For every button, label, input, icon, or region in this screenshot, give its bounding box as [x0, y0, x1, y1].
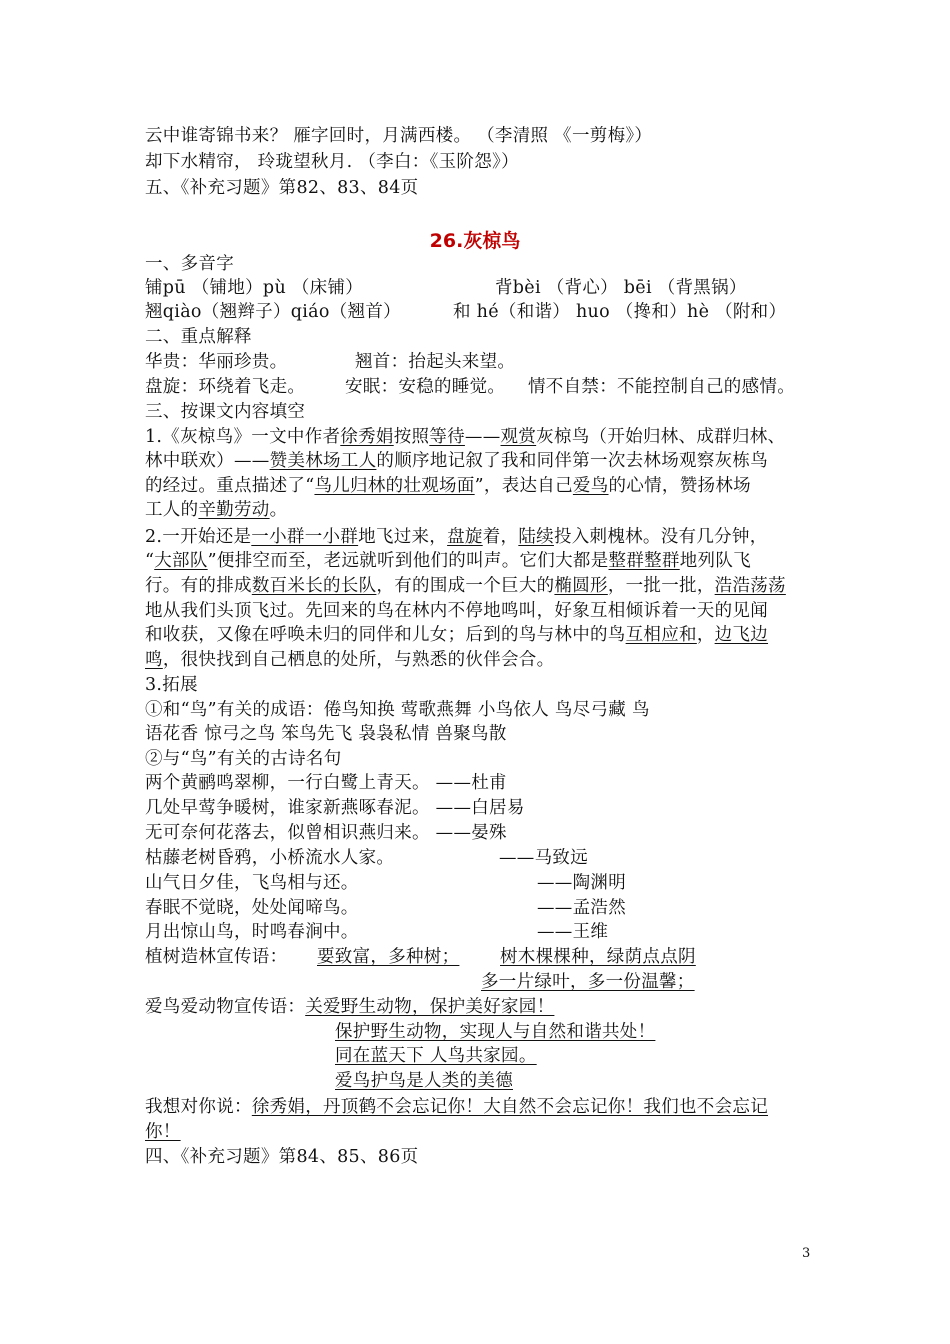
poem-line: 几处早莺争暖树，谁家新燕啄春泥。 ——白居易	[145, 798, 525, 818]
fill-line: 和收获，又像在呼唤未归的同伴和儿女；后到的鸟与林中的鸟互相应和，边飞边	[145, 625, 769, 645]
poem-line: 山气日夕佳，飞鸟相与还。 ——陶渊明	[145, 873, 626, 893]
poem-line: 无可奈何花落去，似曾相识燕归来。 ——晏殊	[145, 823, 507, 843]
definition: 翘首：抬起头来望。	[355, 352, 516, 372]
subsection-heading: ②与“鸟”有关的古诗名句	[145, 749, 342, 769]
message-line	[145, 1120, 825, 1144]
slogan: 同在蓝天下 人鸟共家园。	[335, 1046, 537, 1066]
answer: 椭圆形	[554, 576, 608, 596]
answer: 大部队	[154, 551, 208, 571]
slogan: 多一片绿叶，多一份温馨；	[481, 972, 695, 992]
fill-line: 地从我们头顶飞过。先回来的鸟在林内不停地鸣叫，好象互相倾诉着一天的见闻	[145, 601, 768, 621]
fill-line: 鸣，很快找到自己栖息的处所，与熟悉的伙伴会合。	[145, 650, 555, 670]
answer: 盘旋	[447, 527, 483, 547]
answer: 浩浩荡荡	[714, 576, 786, 596]
poem-author: ——孟浩然	[537, 898, 626, 918]
answer: 边飞边	[714, 625, 769, 645]
slogan-line	[145, 995, 825, 1019]
poem-author: ——陶渊明	[537, 873, 626, 893]
idiom-line: 语花香 惊弓之鸟 笨鸟先飞 袅袅私情 兽聚鸟散	[145, 724, 507, 744]
poem-line: 枯藤老树昏鸦，小桥流水人家。 ——马致远	[145, 848, 588, 868]
slogan: 关爱野生动物，保护美好家园！	[305, 997, 555, 1017]
definition: 情不自禁：不能控制自己的感情。	[528, 377, 795, 397]
definition-row	[145, 375, 825, 399]
answer: 爱鸟	[572, 476, 609, 496]
answer: 鸣	[145, 650, 163, 670]
slogan-line	[145, 945, 825, 969]
answer: 鸟儿归林的壮观场面	[314, 476, 475, 496]
fill-line: 2.一开始还是一小群一小群地飞过来，盘旋着，陆续投入刺槐林。没有几分钟，	[145, 527, 768, 547]
message: 你！	[145, 1122, 181, 1142]
subsection-heading: 3.拓展	[145, 675, 198, 695]
poem-line: 两个黄鹂鸣翠柳，一行白鹭上青天。 ——杜甫	[145, 773, 507, 793]
fill-line: 林中联欢）——赞美林场工人的顺序地记叙了我和同伴第一次去林场观察灰栋鸟	[145, 451, 769, 471]
slogan-label: 植树造林宣传语：	[145, 947, 288, 967]
section-heading: 三、按课文内容填空	[145, 402, 306, 422]
exercise-line: 五、《补充习题》第82、83、84页	[145, 178, 419, 198]
polyphone-qiao: 翘qiào（翘辫子）qiáo（翘首）	[145, 302, 401, 322]
poem-author: ——王维	[537, 922, 609, 942]
polyphone-pu: 铺pū （铺地）pù （床铺）	[145, 278, 364, 298]
answer: 辛勤劳动	[198, 500, 270, 520]
poem-author: ——马致远	[499, 848, 588, 868]
fill-line: 工人的辛勤劳动。	[145, 500, 288, 520]
polyphone-row	[145, 300, 825, 324]
fill-line: 1.《灰椋鸟》一文中作者徐秀娟按照等待——观赏灰椋鸟（开始归林、成群归林、	[145, 427, 786, 447]
poem-line: 云中谁寄锦书来？ 雁字回时，月满西楼。 （李清照 《一剪梅》）	[145, 126, 653, 146]
slogan: 要致富，多种树；	[317, 947, 460, 967]
answer: 数百米长的长队	[251, 576, 377, 596]
answer: 观赏	[500, 427, 537, 447]
polyphone-row	[145, 276, 825, 300]
polyphone-he: 和 hé（和谐） huo （搀和）hè （附和）	[453, 302, 787, 322]
definition: 盘旋：环绕着飞走。	[145, 377, 306, 397]
fill-line: 的经过。重点描述了“鸟儿归林的壮观场面”，表达自己爱鸟的心情，赞扬林场	[145, 476, 751, 496]
poem-line: 春眠不觉晓，处处闻啼鸟。 ——孟浩然	[145, 898, 626, 918]
answer: 陆续	[518, 527, 554, 547]
message-label: 我想对你说：	[145, 1097, 252, 1117]
answer: 等待	[429, 427, 465, 447]
answer: 互相应和	[625, 625, 697, 645]
answer: 一小群一小群	[251, 527, 359, 547]
lesson-title: 26.灰椋鸟	[429, 230, 521, 252]
definition-row	[145, 350, 825, 374]
slogan: 树木棵棵种，绿荫点点阴	[500, 947, 696, 967]
answer: 整群整群	[608, 551, 680, 571]
definition: 华贵：华丽珍贵。	[145, 352, 288, 372]
section-heading: 四、《补充习题》第84、85、86页	[145, 1147, 419, 1167]
fill-line: “大部队”便排空而至，老远就听到他们的叫声。它们大都是整群整群地列队飞	[145, 551, 751, 571]
answer: 赞美林场工人	[269, 451, 377, 471]
poem-line: 月出惊山鸟，时鸣春涧中。 ——王维	[145, 922, 609, 942]
slogan-label: 爱鸟爱动物宣传语：	[145, 997, 306, 1017]
poem-line: 却下水精帘， 玲珑望秋月. （李白：《玉阶怨》）	[145, 152, 519, 172]
idiom-line: ①和“鸟”有关的成语：倦鸟知换 莺歌燕舞 小鸟依人 鸟尽弓藏 鸟	[145, 700, 650, 720]
fill-line: 行。有的排成数百米长的长队，有的围成一个巨大的椭圆形，一批一批，浩浩荡荡	[145, 576, 786, 596]
answer: 徐秀娟	[340, 427, 394, 447]
page-number: 3	[802, 1246, 811, 1261]
slogan: 保护野生动物，实现人与自然和谐共处！	[335, 1022, 656, 1042]
polyphone-bei: 背bèi （背心） bēi （背黑锅）	[495, 278, 747, 298]
definition: 安眠：安稳的睡觉。	[345, 377, 506, 397]
message: 徐秀娟，丹顶鹤不会忘记你！大自然不会忘记你！我们也不会忘记	[251, 1097, 769, 1117]
section-heading: 一、多音字	[145, 254, 234, 274]
message-line	[145, 1095, 825, 1119]
slogan: 爱鸟护鸟是人类的美德	[335, 1071, 513, 1091]
section-heading: 二、重点解释	[145, 327, 252, 347]
